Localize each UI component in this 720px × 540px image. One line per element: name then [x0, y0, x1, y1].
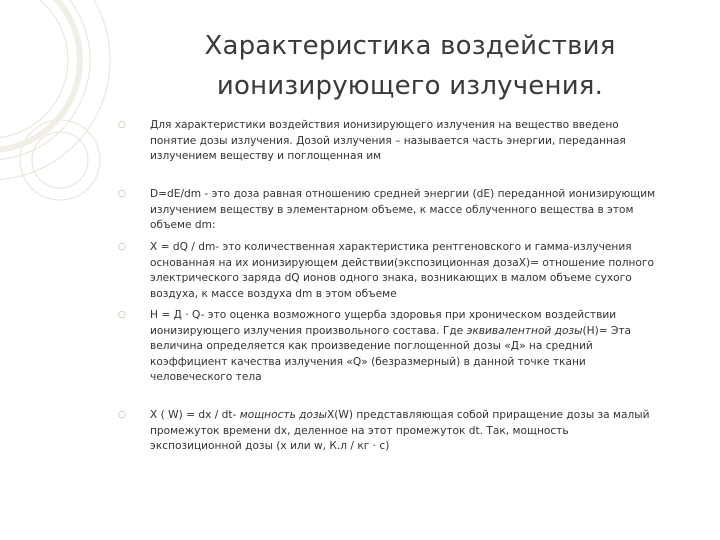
- bullet-circle-icon: ○: [118, 410, 126, 420]
- bullet-text-part: Х ( W) = dx / dt-: [150, 409, 240, 421]
- bullet-circle-icon: ○: [118, 120, 126, 130]
- bullet-text-part: Х(W) представляющая собой приращение дозы за малый промежуток времени dx, деленное на этот промежуток dt. Так, мощность экспозиционной дозы (х или w, К.л / кг · с): [150, 409, 650, 453]
- bullet-text: [150, 308, 660, 386]
- bullet-text-part: Н = Д · Q- это оценка возможного ущерба здоровья при хроническом воздействии ионизирующего излучения произвольного состава. Где: [150, 309, 617, 337]
- bullet-circle-icon: ○: [118, 310, 126, 320]
- bullet-text-emphasis: эквивалентной дозы: [466, 324, 583, 337]
- bullet-circle-icon: ○: [118, 242, 126, 252]
- title-line-1: Характеристика воздействия: [204, 31, 616, 61]
- bullet-text: Для характеристики воздействия ионизирующего излучения на вещество введено понятие дозы излучения. Дозой излучения – называется часть энергии, переданная излучением веществу и поглощенная им: [150, 119, 626, 163]
- bullet-text: D=dE/dm - это доза равная отношению средней энергии (dE) переданной ионизирующим излучением веществу в элементарном объеме, к массе облученного вещества в этом объеме dm:: [150, 188, 656, 232]
- bullet-text-emphasis: мощность дозы: [239, 409, 327, 421]
- bullet-circle-icon: ○: [118, 189, 126, 199]
- slide-title: [150, 26, 670, 106]
- title-line-2: ионизирующего излучения.: [216, 71, 604, 101]
- bullet-text: Х = dQ / dm- это количественная характеристика рентгеновского и гамма-излучения основанная на их ионизирующем действии(экспозиционная дозаХ)= отношение полного электрического заряда dQ ионов одного знака, возникающих в малом объеме сухого воздуха, к массе воздуха dm в этом объеме: [150, 241, 654, 300]
- bullet-text: [150, 408, 660, 455]
- bullet-text-part: (Н)= Эта величина определяется как произведение поглощенной дозы «Д» на средний коэффициент качества излучения «Q» (безразмерный) в данной точке ткани человеческого тела: [150, 324, 632, 384]
